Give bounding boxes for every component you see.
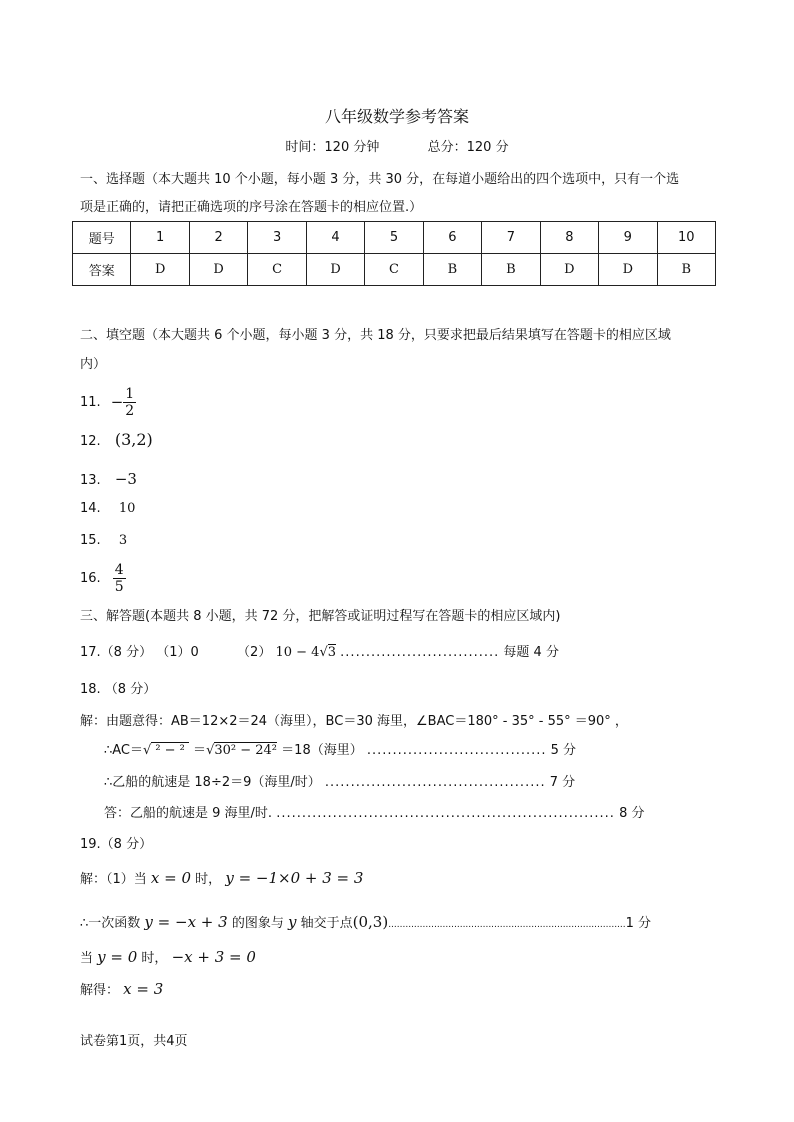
fill-item-12 bbox=[80, 430, 153, 449]
item-number: 12. bbox=[80, 434, 101, 449]
fraction bbox=[123, 386, 136, 419]
q19-line3 bbox=[80, 947, 256, 966]
table-row-answers bbox=[73, 254, 716, 286]
choice-answer-table bbox=[72, 221, 716, 286]
table-cell: C bbox=[365, 254, 423, 286]
score-note: 每题 4 分 bbox=[503, 645, 559, 660]
table-cell: 7 bbox=[482, 222, 540, 254]
sqrt-sign: √ bbox=[319, 645, 328, 660]
leader-dots: ............................... bbox=[340, 645, 500, 660]
section1-intro-line1: 一、选择题（本大题共 10 个小题，每小题 3 分，共 30 分，在每道小题给出的四个选项中，只有一个选 bbox=[80, 172, 680, 187]
q19-line2-mid: 的图象与 bbox=[231, 916, 284, 931]
question-18-number: 18. （8 分） bbox=[80, 682, 157, 697]
fraction bbox=[113, 562, 126, 595]
item-number: 13. bbox=[80, 473, 101, 488]
q18-line2-result: ＝18（海里） bbox=[281, 743, 363, 758]
q19-line2-y: y bbox=[287, 913, 297, 931]
table-cell: B bbox=[482, 254, 540, 286]
total-score-label: 总分：120 分 bbox=[427, 140, 509, 155]
item-answer: −3 bbox=[114, 470, 137, 488]
item-answer: 10 bbox=[118, 501, 136, 516]
q17-part1: （1）0 bbox=[156, 645, 199, 660]
item-answer: 3 bbox=[118, 533, 128, 548]
table-cell: 3 bbox=[248, 222, 306, 254]
section3-intro: 三、解答题(本题共 8 小题，共 72 分，把解答或证明过程写在答题卡的相应区域内) bbox=[80, 609, 561, 624]
page-title: 八年级数学参考答案 bbox=[324, 107, 469, 126]
table-row-label: 题号 bbox=[73, 222, 131, 254]
question-19-number: 19.（8 分） bbox=[80, 837, 153, 852]
section1-intro-line2: 项是正确的，请把正确选项的序号涂在答题卡的相应位置.） bbox=[80, 200, 423, 215]
item-number: 14. bbox=[80, 501, 101, 516]
q19-line1-expr: y = −1×0 + 3 = 3 bbox=[225, 869, 364, 887]
q18-line4 bbox=[104, 802, 644, 821]
leader-dots: ................................................................................... bbox=[388, 920, 626, 930]
q19-line3-mid: 时， bbox=[141, 951, 168, 966]
table-cell: D bbox=[306, 254, 364, 286]
section2-intro-line1: 二、填空题（本大题共 6 个小题，每小题 3 分，共 18 分，只要求把最后结果填写在答题卡的相应区域 bbox=[80, 328, 671, 343]
equals-sign: ＝ bbox=[193, 743, 207, 758]
score-note: 1 分 bbox=[625, 916, 652, 931]
table-cell: C bbox=[248, 254, 306, 286]
q19-line2-func: y = −x + 3 bbox=[144, 913, 228, 931]
time-label: 时间：120 分钟 bbox=[285, 140, 380, 155]
q18-line2-partial: ² − ² bbox=[151, 742, 189, 758]
table-cell: D bbox=[131, 254, 189, 286]
fill-item-16 bbox=[80, 556, 126, 600]
time-and-score bbox=[0, 136, 794, 155]
sqrt-sign: √ bbox=[143, 743, 152, 758]
table-cell: B bbox=[423, 254, 481, 286]
q19-line2-prefix: ∴一次函数 bbox=[80, 916, 141, 931]
section2-intro-line2: 内） bbox=[80, 357, 107, 372]
table-cell: D bbox=[599, 254, 657, 286]
item-answer: (3,2) bbox=[114, 430, 153, 449]
numerator: 4 bbox=[114, 561, 124, 578]
item-number: 16. bbox=[80, 570, 101, 586]
sqrt-sign: √ bbox=[206, 743, 215, 758]
fill-item-13 bbox=[80, 470, 137, 488]
q18-line3-text: ∴乙船的航速是 18÷2＝9（海里/时） bbox=[104, 775, 321, 790]
q19-line1-prefix: 解：（1）当 bbox=[80, 872, 147, 887]
q18-line3 bbox=[104, 771, 575, 790]
fill-item-11 bbox=[80, 380, 136, 424]
q17-part2-label: （2） bbox=[237, 645, 272, 660]
table-cell: 8 bbox=[540, 222, 598, 254]
denominator: 5 bbox=[114, 578, 124, 595]
score-note: 5 分 bbox=[550, 743, 577, 758]
q18-line2-root: 30² − 24² bbox=[214, 743, 278, 758]
q19-line3-expr: −x + 3 = 0 bbox=[171, 948, 256, 966]
table-cell: 1 bbox=[131, 222, 189, 254]
minus-sign: − bbox=[110, 393, 124, 411]
table-cell: D bbox=[189, 254, 247, 286]
table-cell: 5 bbox=[365, 222, 423, 254]
fill-item-15 bbox=[80, 533, 127, 548]
q18-line2-prefix: ∴AC＝ bbox=[104, 743, 144, 758]
table-row-label: 答案 bbox=[73, 254, 131, 286]
item-number: 15. bbox=[80, 533, 101, 548]
table-cell: 10 bbox=[657, 222, 715, 254]
q19-line3-cond: y = 0 bbox=[97, 948, 138, 966]
q19-line1 bbox=[80, 868, 363, 887]
question-number: 17.（8 分） bbox=[80, 645, 153, 660]
q17-part2-root: 3 bbox=[327, 645, 337, 660]
q19-line2-point: (0,3) bbox=[352, 913, 389, 931]
leader-dots: ................................... bbox=[366, 743, 547, 758]
score-note: 7 分 bbox=[549, 775, 576, 790]
page-footer: 试卷第1页，共4页 bbox=[80, 1034, 188, 1049]
item-number: 11. bbox=[80, 394, 101, 410]
q18-line1: 解：由题意得：AB＝12×2＝24（海里），BC＝30 海里，∠BAC＝180° - 35° - 55° ＝90° ， bbox=[80, 714, 628, 729]
question-17 bbox=[80, 641, 559, 660]
q19-line4 bbox=[80, 979, 163, 998]
table-cell: 4 bbox=[306, 222, 364, 254]
denominator: 2 bbox=[125, 402, 135, 419]
q19-line1-cond: x = 0 bbox=[150, 869, 192, 887]
q18-line2 bbox=[104, 739, 576, 758]
table-cell: 6 bbox=[423, 222, 481, 254]
fill-item-14 bbox=[80, 501, 135, 516]
q19-line2-tail: 轴交于点 bbox=[300, 916, 353, 931]
q19-line1-mid: 时， bbox=[195, 872, 222, 887]
q17-part2-expr: 10 − 4 bbox=[275, 645, 320, 660]
score-note: 8 分 bbox=[619, 806, 645, 821]
leader-dots: ........................................... bbox=[324, 775, 546, 790]
q19-line2 bbox=[80, 912, 651, 931]
q19-line3-prefix: 当 bbox=[80, 951, 94, 966]
q19-line4-prefix: 解得： bbox=[80, 983, 120, 998]
table-cell: D bbox=[540, 254, 598, 286]
table-cell: B bbox=[657, 254, 715, 286]
table-cell: 9 bbox=[599, 222, 657, 254]
table-cell: 2 bbox=[189, 222, 247, 254]
numerator: 1 bbox=[125, 385, 135, 402]
leader-dots: .................................................................. bbox=[276, 806, 615, 821]
q19-line4-expr: x = 3 bbox=[123, 980, 164, 998]
table-row-numbers bbox=[73, 222, 716, 254]
q18-line4-text: 答：乙船的航速是 9 海里/时. bbox=[104, 806, 273, 821]
